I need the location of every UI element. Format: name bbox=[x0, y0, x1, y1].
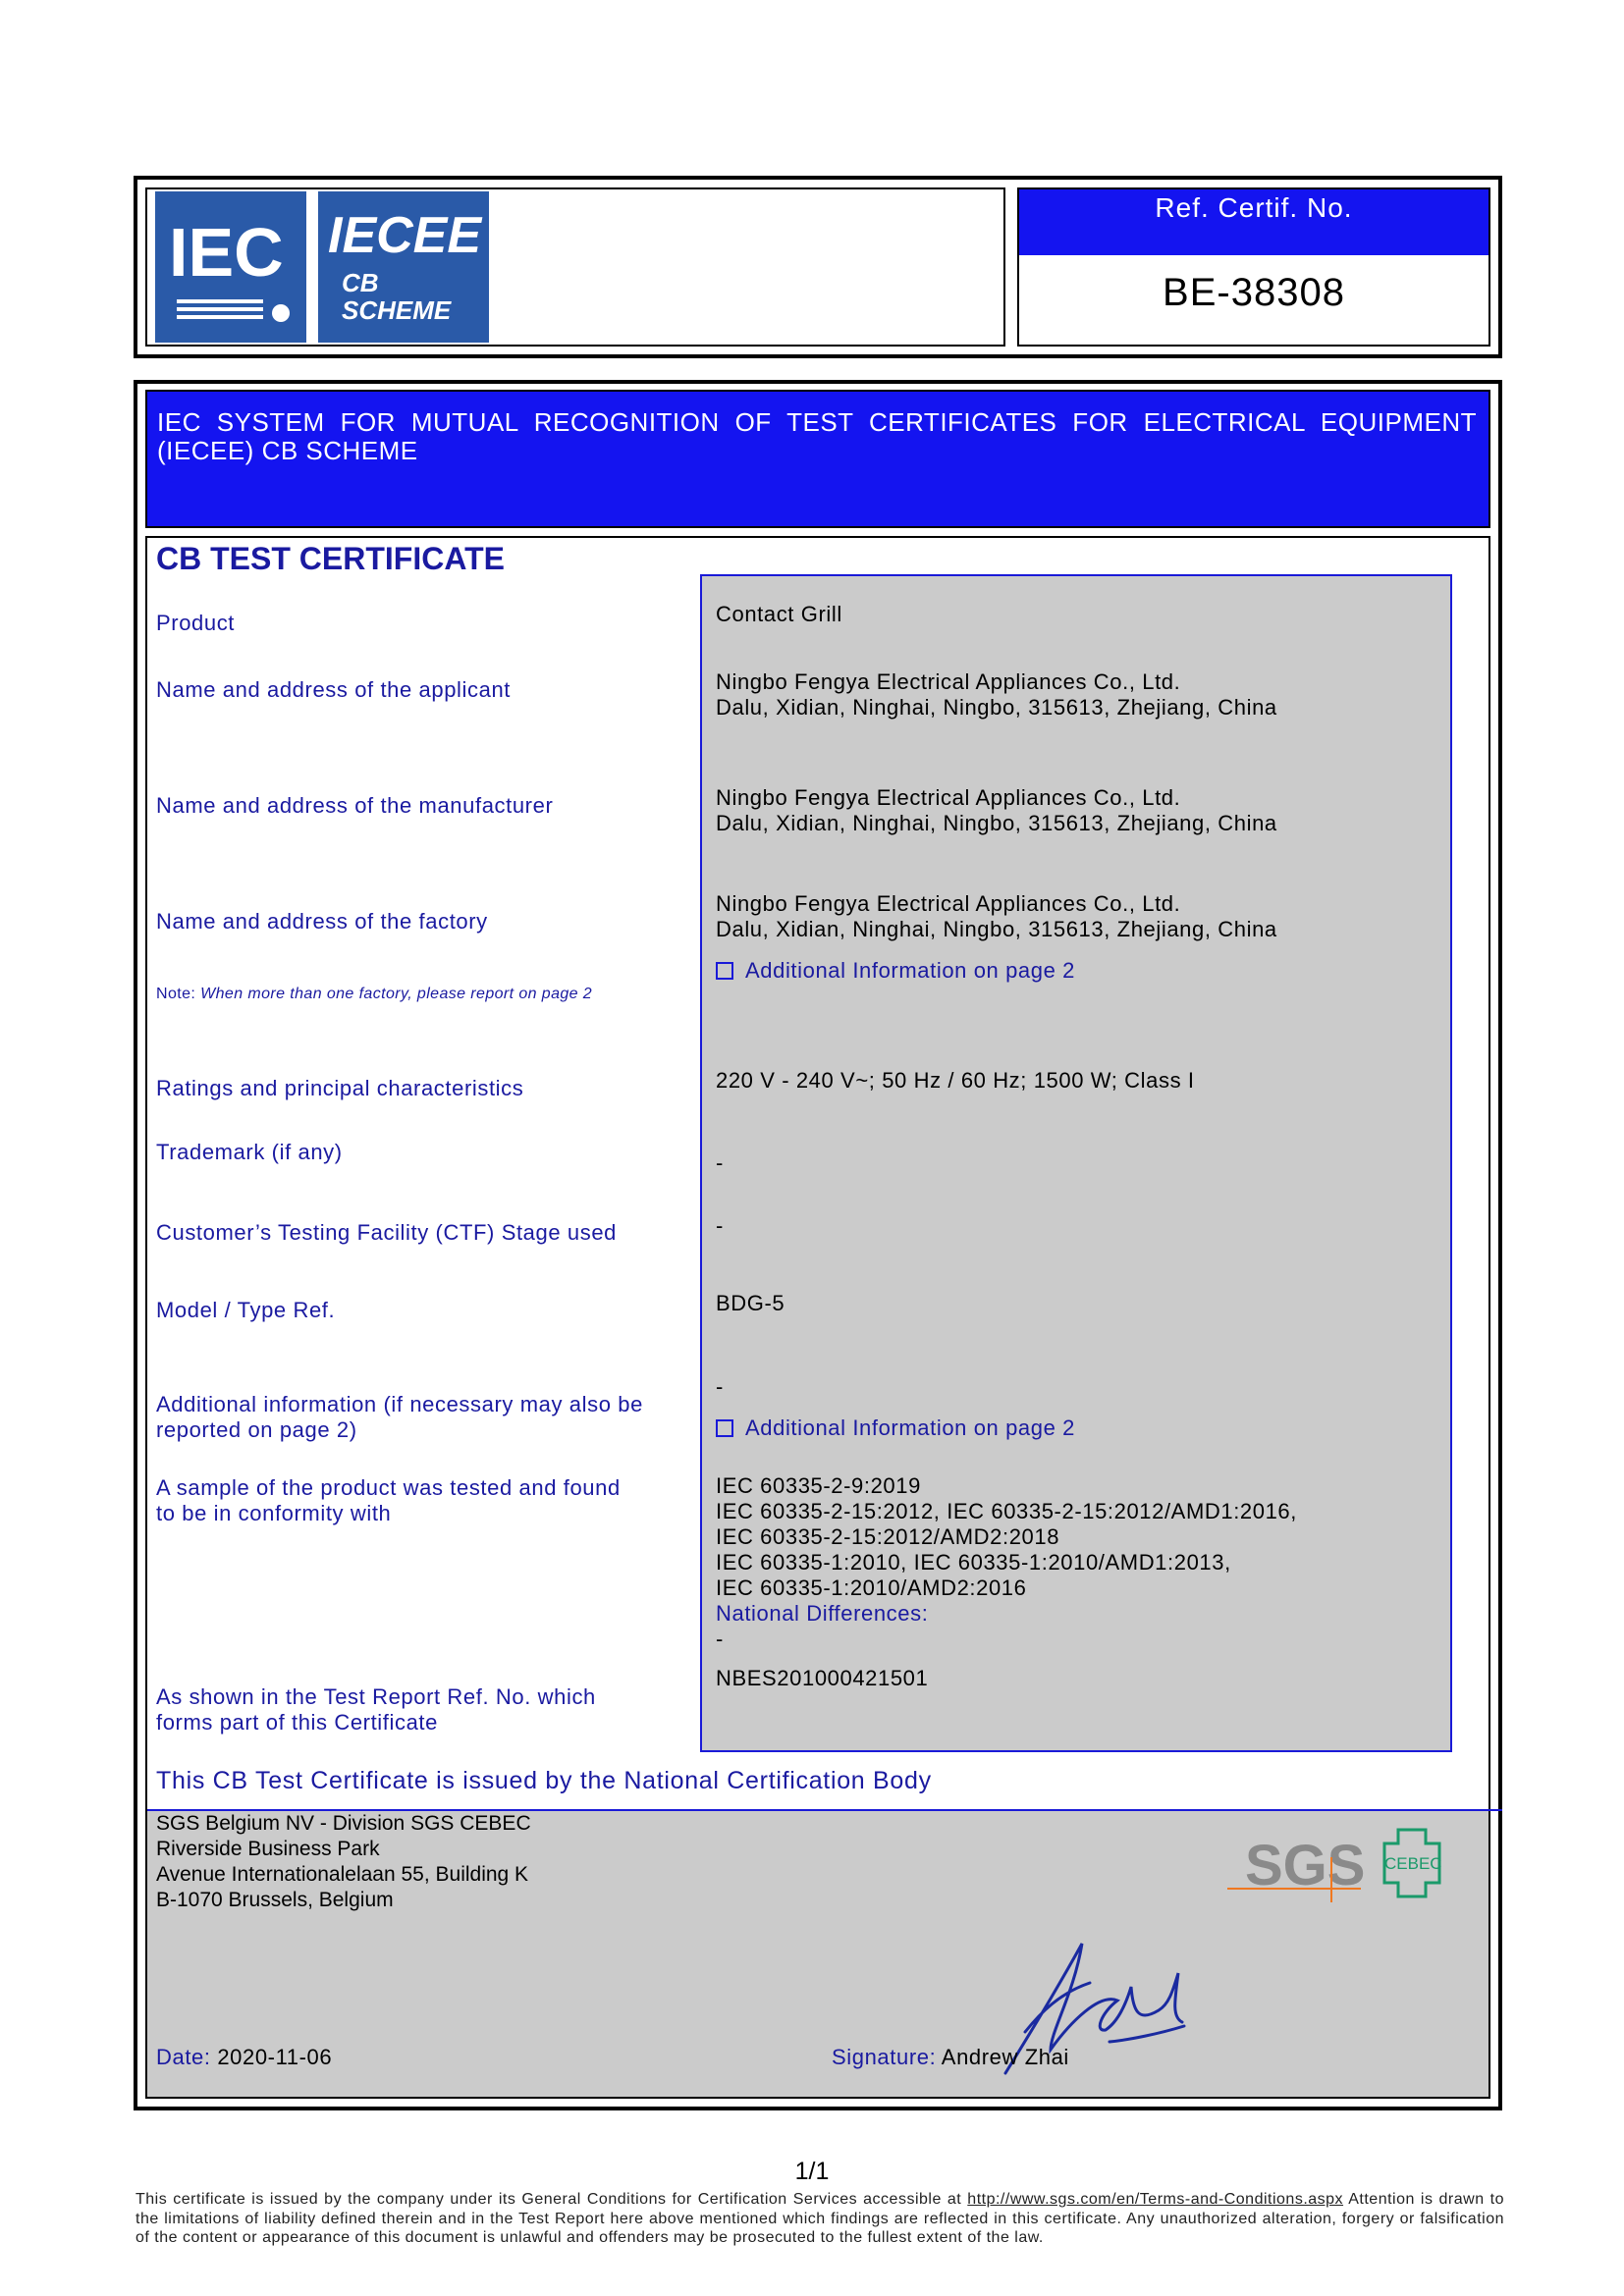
report-label bbox=[156, 1684, 596, 1735]
report-value: NBES201000421501 bbox=[716, 1666, 929, 1690]
applicant-label: Name and address of the applicant bbox=[156, 677, 512, 702]
iec-iecee-logo bbox=[155, 191, 489, 343]
footer-text2: Attention is drawn to the limitations of liability defined therein and in the Test Report here above mentioned which findings are reflected in this certificate. Any unauthorized alteration, forgery or falsification of the content or appearance of this document is unlawful and offenders may be prosecuted to the fullest extent of the law. bbox=[135, 2191, 1505, 2246]
national-differences-label: National Differences: bbox=[716, 1601, 929, 1626]
certificate-heading: CB TEST CERTIFICATE bbox=[156, 541, 505, 576]
signature-line bbox=[832, 2045, 1069, 2070]
conformity-label-line2: to be in conformity with bbox=[156, 1501, 392, 1525]
standard-item: IEC 60335-2-15:2012/AMD2:2018 bbox=[716, 1524, 1060, 1549]
iec-logo-text: IEC bbox=[169, 214, 284, 291]
sgs-cebec-logos bbox=[1223, 1824, 1449, 1904]
date-label: Date: bbox=[156, 2045, 211, 2069]
trademark-label: Trademark (if any) bbox=[156, 1140, 343, 1164]
conformity-label-line1: A sample of the product was tested and found bbox=[156, 1475, 621, 1500]
factory-additional-checkbox[interactable] bbox=[716, 962, 733, 980]
model-value: BDG-5 bbox=[716, 1291, 785, 1315]
conformity-label bbox=[156, 1475, 621, 1526]
iecee-scheme-text: SCHEME bbox=[342, 295, 452, 325]
page-number: 1/1 bbox=[794, 2158, 830, 2185]
ctf-value: - bbox=[716, 1213, 724, 1238]
additional-label bbox=[156, 1392, 643, 1443]
ratings-value: 220 V - 240 V~; 50 Hz / 60 Hz; 1500 W; Class I bbox=[716, 1068, 1195, 1093]
model-label: Model / Type Ref. bbox=[156, 1298, 336, 1322]
report-label-line2: forms part of this Certificate bbox=[156, 1710, 438, 1735]
report-label-line1: As shown in the Test Report Ref. No. which bbox=[156, 1684, 596, 1709]
standard-item: IEC 60335-2-15:2012, IEC 60335-2-15:2012/AMD1:2016, bbox=[716, 1499, 1297, 1523]
issuer-line3: Avenue Internationalelaan 55, Building K bbox=[156, 1863, 529, 1886]
factory-line1: Ningbo Fengya Electrical Appliances Co., Ltd. bbox=[716, 891, 1181, 916]
issuer-address bbox=[156, 1811, 531, 1913]
applicant-line1: Ningbo Fengya Electrical Appliances Co., Ltd. bbox=[716, 669, 1181, 694]
additional-checkbox-label: Additional Information on page 2 bbox=[745, 1415, 1075, 1440]
standard-item: IEC 60335-2-9:2019 bbox=[716, 1473, 921, 1498]
additional-label-line2: reported on page 2) bbox=[156, 1417, 357, 1442]
manufacturer-value bbox=[716, 785, 1277, 836]
factory-note-prefix: Note: bbox=[156, 986, 196, 1002]
system-title: IEC SYSTEM FOR MUTUAL RECOGNITION OF TEST CERTIFICATES FOR ELECTRICAL EQUIPMENT (IECEE) CB SCHEME bbox=[157, 407, 1477, 465]
applicant-line2: Dalu, Xidian, Ninghai, Ningbo, 315613, Zhejiang, China bbox=[716, 695, 1277, 720]
factory-line2: Dalu, Xidian, Ninghai, Ningbo, 315613, Zhejiang, China bbox=[716, 917, 1277, 941]
additional-info bbox=[716, 1415, 1075, 1441]
ctf-label: Customer’s Testing Facility (CTF) Stage used bbox=[156, 1220, 617, 1245]
sgs-logo: SGS bbox=[1245, 1834, 1366, 1897]
iecee-cb-text: CB bbox=[342, 268, 379, 297]
additional-label-line1: Additional information (if necessary may also be bbox=[156, 1392, 643, 1416]
manufacturer-label: Name and address of the manufacturer bbox=[156, 793, 554, 818]
issuer-line1: SGS Belgium NV - Division SGS CEBEC bbox=[156, 1812, 531, 1835]
factory-additional-info bbox=[716, 958, 1075, 984]
product-label: Product bbox=[156, 611, 236, 635]
manufacturer-line2: Dalu, Xidian, Ninghai, Ningbo, 315613, Zhejiang, China bbox=[716, 811, 1277, 835]
date-value: 2020-11-06 bbox=[217, 2045, 333, 2069]
standards-list bbox=[716, 1473, 1297, 1652]
signature-label: Signature: bbox=[832, 2045, 937, 2069]
iecee-logo-text: IECEE bbox=[328, 207, 482, 264]
footer-text1: This certificate is issued by the company under its General Conditions for Certification Services accessible at bbox=[135, 2191, 962, 2208]
trademark-value: - bbox=[716, 1150, 724, 1175]
footer-text bbox=[135, 2190, 1504, 2248]
cebec-logo-text: CEBEC bbox=[1384, 1854, 1442, 1873]
product-value: Contact Grill bbox=[716, 602, 842, 626]
standard-item: IEC 60335-1:2010, IEC 60335-1:2010/AMD1:2013, bbox=[716, 1550, 1231, 1575]
issued-by-line: This CB Test Certificate is issued by the National Certification Body bbox=[156, 1767, 932, 1794]
standard-item: IEC 60335-1:2010/AMD2:2016 bbox=[716, 1575, 1027, 1600]
ratings-label: Ratings and principal characteristics bbox=[156, 1076, 524, 1100]
factory-note bbox=[156, 986, 592, 1003]
additional-value: - bbox=[716, 1374, 724, 1399]
issuer-line2: Riverside Business Park bbox=[156, 1838, 380, 1860]
date-line bbox=[156, 2045, 332, 2070]
factory-note-text: When more than one factory, please report on page 2 bbox=[200, 986, 593, 1002]
terms-link[interactable]: http://www.sgs.com/en/Terms-and-Conditions.aspx bbox=[967, 2191, 1344, 2208]
issuer-line4: B-1070 Brussels, Belgium bbox=[156, 1889, 394, 1911]
national-differences-value: - bbox=[716, 1627, 724, 1651]
applicant-value bbox=[716, 669, 1277, 721]
ref-label: Ref. Certif. No. bbox=[1155, 192, 1353, 223]
factory-additional-label: Additional Information on page 2 bbox=[745, 958, 1075, 983]
additional-checkbox[interactable] bbox=[716, 1419, 733, 1437]
factory-value bbox=[716, 891, 1277, 942]
signature-name: Andrew Zhai bbox=[941, 2045, 1069, 2069]
factory-label: Name and address of the factory bbox=[156, 909, 488, 934]
ref-number: BE-38308 bbox=[1163, 271, 1345, 314]
manufacturer-line1: Ningbo Fengya Electrical Appliances Co., Ltd. bbox=[716, 785, 1181, 810]
